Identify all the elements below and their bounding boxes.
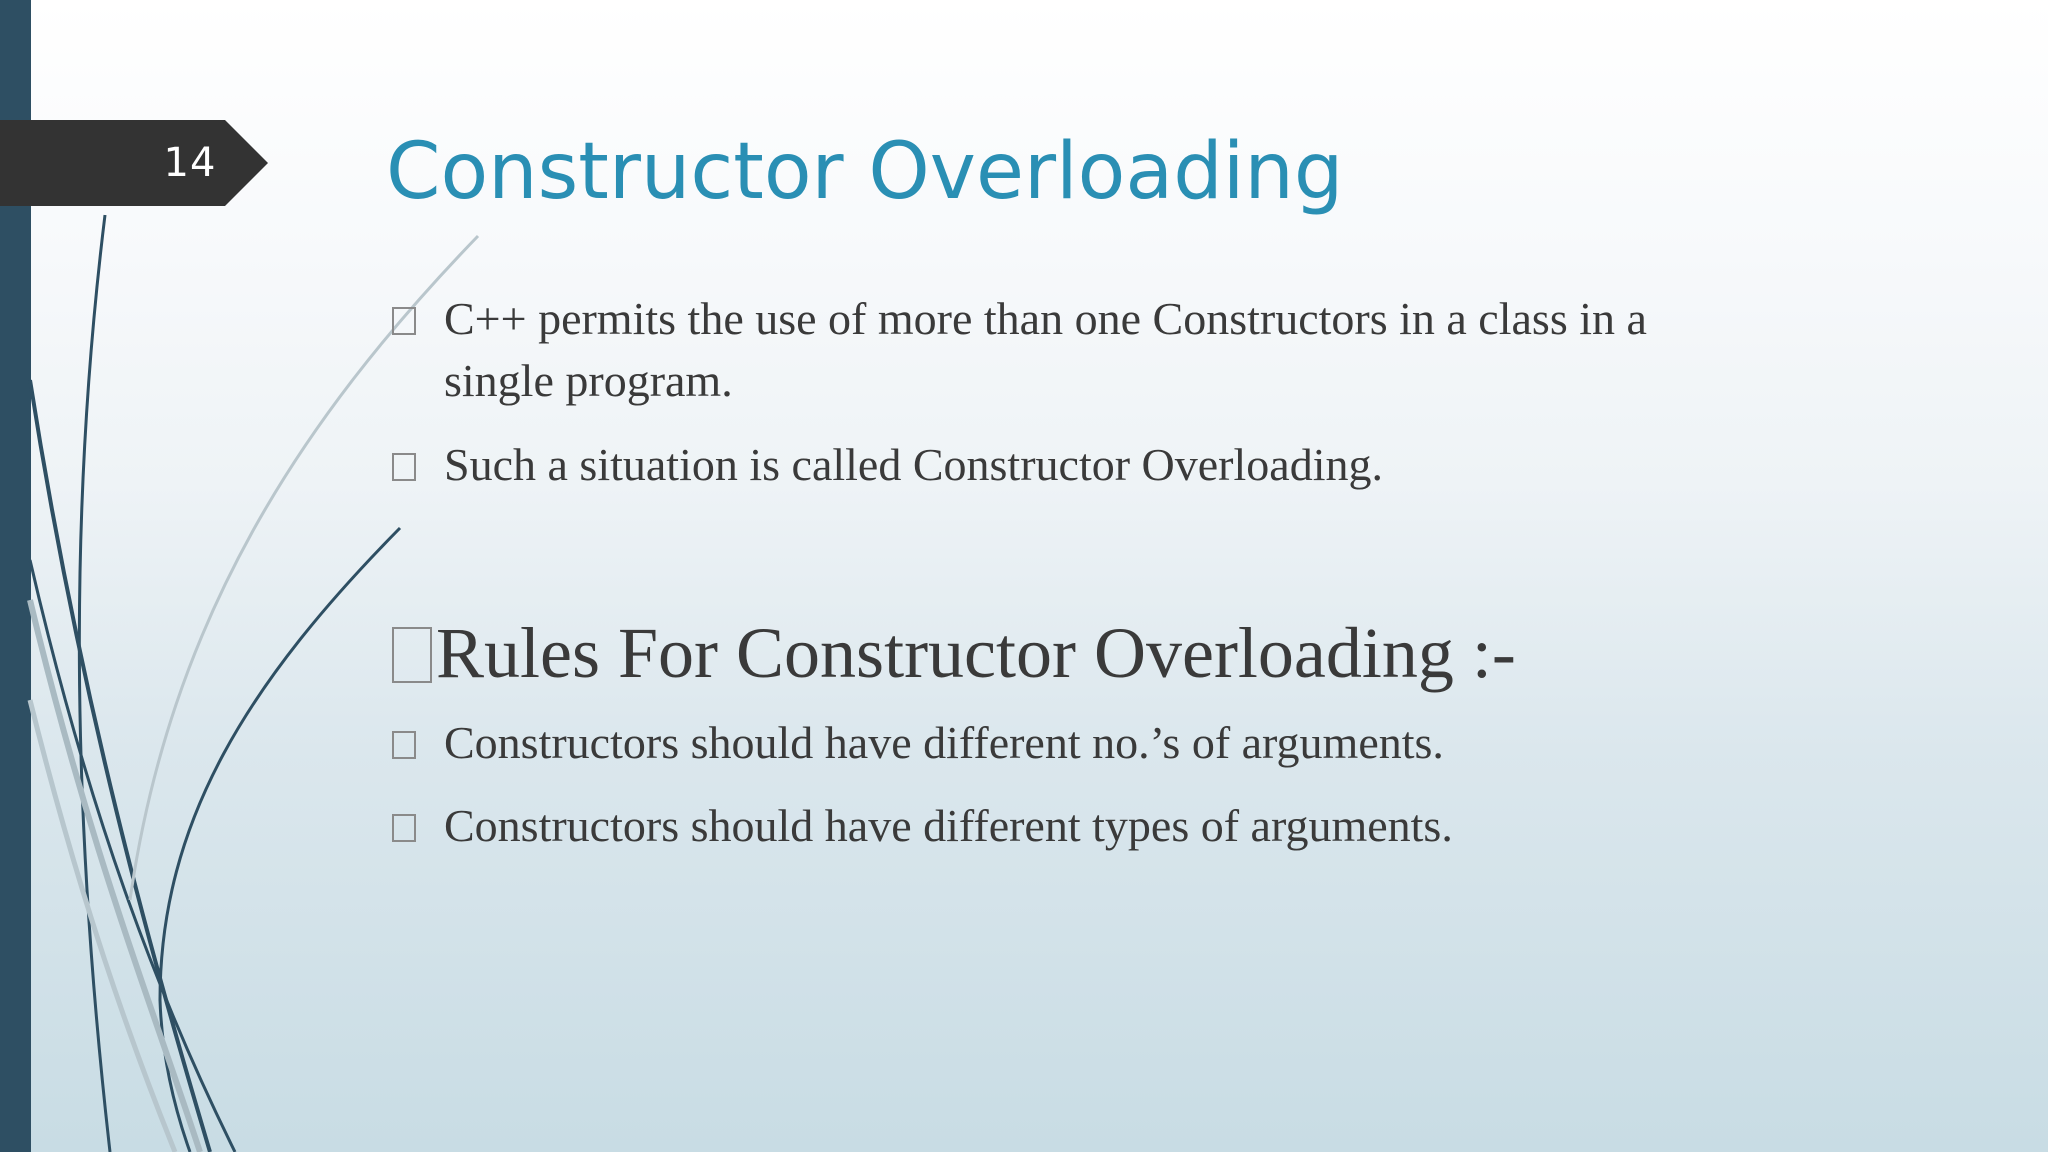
bullet-box-icon [392,731,416,759]
rules-heading [392,608,1516,698]
rules-heading-text: Rules For Constructor Overloading :- [436,613,1516,693]
slide-title: Constructor Overloading [386,127,1344,217]
bullet-box-icon [392,307,416,335]
bullet-text [444,288,1864,412]
bullet-text-line: single program. [444,355,733,406]
rule-text: Constructors should have different types of arguments. [444,800,1453,851]
bullet-text-line: C++ permits the use of more than one Constructors in a class in a [444,293,1647,344]
rule-text: Constructors should have different no.’s of arguments. [444,717,1444,768]
bullet-box-icon [392,814,416,842]
heading-box-icon [392,627,432,683]
bullet-box-icon [392,453,416,481]
slide-number: 14 [163,140,217,186]
bullet-text: Such a situation is called Constructor Overloading. [444,439,1383,490]
